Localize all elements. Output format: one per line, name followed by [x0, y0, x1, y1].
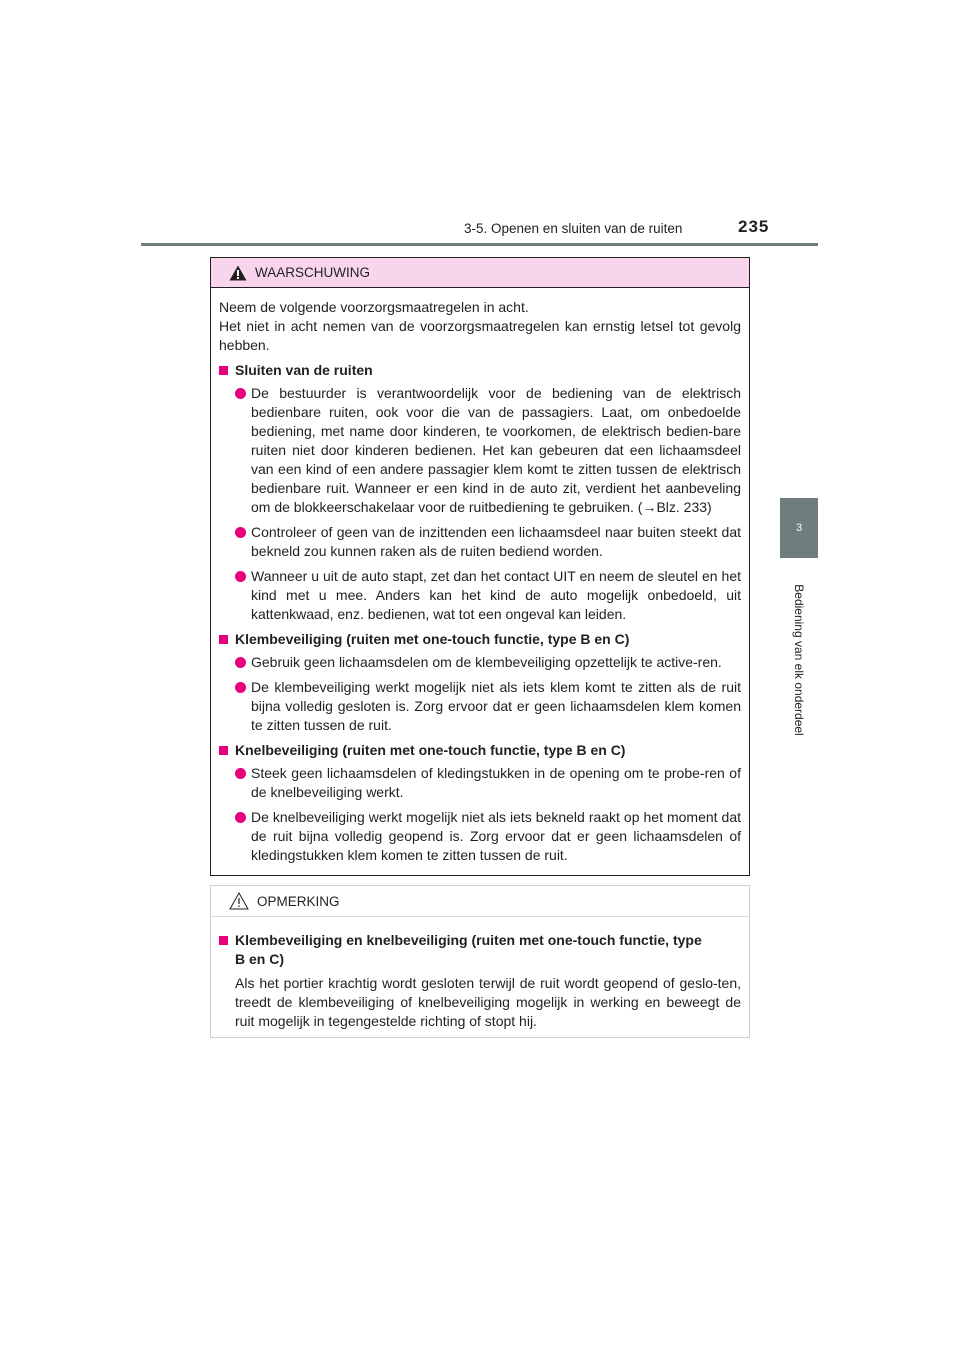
chapter-tab — [780, 498, 818, 558]
square-bullet-icon — [219, 936, 228, 945]
note-body — [211, 917, 749, 1031]
warning-body — [211, 288, 749, 865]
list-item: Gebruik geen lichaamsdelen om de klembeveiliging opzettelijk te active-ren. — [219, 653, 741, 672]
round-bullet-icon — [235, 527, 246, 538]
section-title: Knelbeveiliging (ruiten met one-touch functie, type B en C) — [219, 741, 741, 760]
round-bullet-icon — [235, 657, 246, 668]
warning-triangle-filled-icon — [229, 265, 247, 281]
chapter-label: Bediening van elk onderdeel — [792, 584, 806, 736]
list-item: De klembeveiliging werkt mogelijk niet als iets klem komt te zitten als de ruit bijna volledig gesloten is. Zorg ervoor dat er geen lichaamsdelen klem komen te zitten tussen de ruit. — [219, 678, 741, 735]
round-bullet-icon — [235, 571, 246, 582]
note-text: Als het portier krachtig wordt gesloten terwijl de ruit wordt geopend of geslo-ten, treedt de klembeveiliging of knelbeveiliging mogelijk in werking en beweegt de ruit mogelijk in tegengestelde richting of stopt hij. — [235, 975, 741, 1029]
warning-triangle-outline-icon — [229, 892, 249, 910]
header-rule — [141, 243, 818, 246]
section-title: Sluiten van de ruiten — [219, 361, 741, 380]
note-section-title: Klembeveiliging en knelbeveiliging (ruiten met one-touch functie, type — [219, 931, 741, 950]
list-item: Steek geen lichaamsdelen of kledingstukken in de opening om te probe-ren of de knelbeveiliging werkt. — [219, 764, 741, 802]
chapter-number: 3 — [795, 522, 803, 534]
warning-box — [210, 257, 750, 876]
square-bullet-icon — [219, 635, 228, 644]
note-box — [210, 885, 750, 1038]
list-item: Controleer of geen van de inzittenden een lichaamsdeel naar buiten steekt dat bekneld zou kunnen raken als de ruiten bediend worden. — [219, 523, 741, 561]
square-bullet-icon — [219, 746, 228, 755]
round-bullet-icon — [235, 768, 246, 779]
round-bullet-icon — [235, 682, 246, 693]
warning-intro-1: Neem de volgende voorzorgsmaatregelen in acht. — [219, 299, 529, 315]
section-title: Klembeveiliging (ruiten met one-touch functie, type B en C) — [219, 630, 741, 649]
header-section-title: 3-5. Openen en sluiten van de ruiten — [464, 221, 683, 236]
warning-header — [211, 258, 749, 288]
note-section-title-continued: B en C) — [235, 951, 284, 967]
round-bullet-icon — [235, 812, 246, 823]
note-header — [211, 886, 749, 917]
round-bullet-icon — [235, 388, 246, 399]
note-heading: OPMERKING — [257, 893, 340, 909]
list-item: Wanneer u uit de auto stapt, zet dan het contact UIT en neem de sleutel en het kind met u mee. Anders kan het kind de auto mogelijk onbedoeld, uit kattenkwaad, enz. bedienen, wat tot een ongeval kan leiden. — [219, 567, 741, 624]
page-number: 235 — [738, 217, 770, 236]
list-item: De bestuurder is verantwoordelijk voor de bediening van de elektrisch bedienbare ruiten, ook voor die van de passagiers. Laat, om onbedoelde bediening, met name door kinderen, te voorkomen, de elektrisch bedien-bare ruiten niet door kinderen bedienen. Het kan gebeuren dat een lichaamsdeel van een kind of een andere passagier klem komt te zitten tussen de elektrisch bedienbare ruit. Wanneer er een kind in de auto zit, verdient het aanbeveling om de blokkeerschakelaar voor de ruitbediening te gebruiken. (→Blz. 233) — [219, 384, 741, 517]
warning-intro-2: Het niet in acht nemen van de voorzorgsmaatregelen kan ernstig letsel tot gevolg hebben. — [219, 318, 741, 353]
warning-heading: WAARSCHUWING — [255, 265, 370, 280]
square-bullet-icon — [219, 366, 228, 375]
list-item: De knelbeveiliging werkt mogelijk niet als iets bekneld raakt op het moment dat de ruit bijna volledig geopend is. Zorg ervoor dat er geen lichaamsdelen of kledingstukken klem komen te zitten tussen de ruit. — [219, 808, 741, 865]
